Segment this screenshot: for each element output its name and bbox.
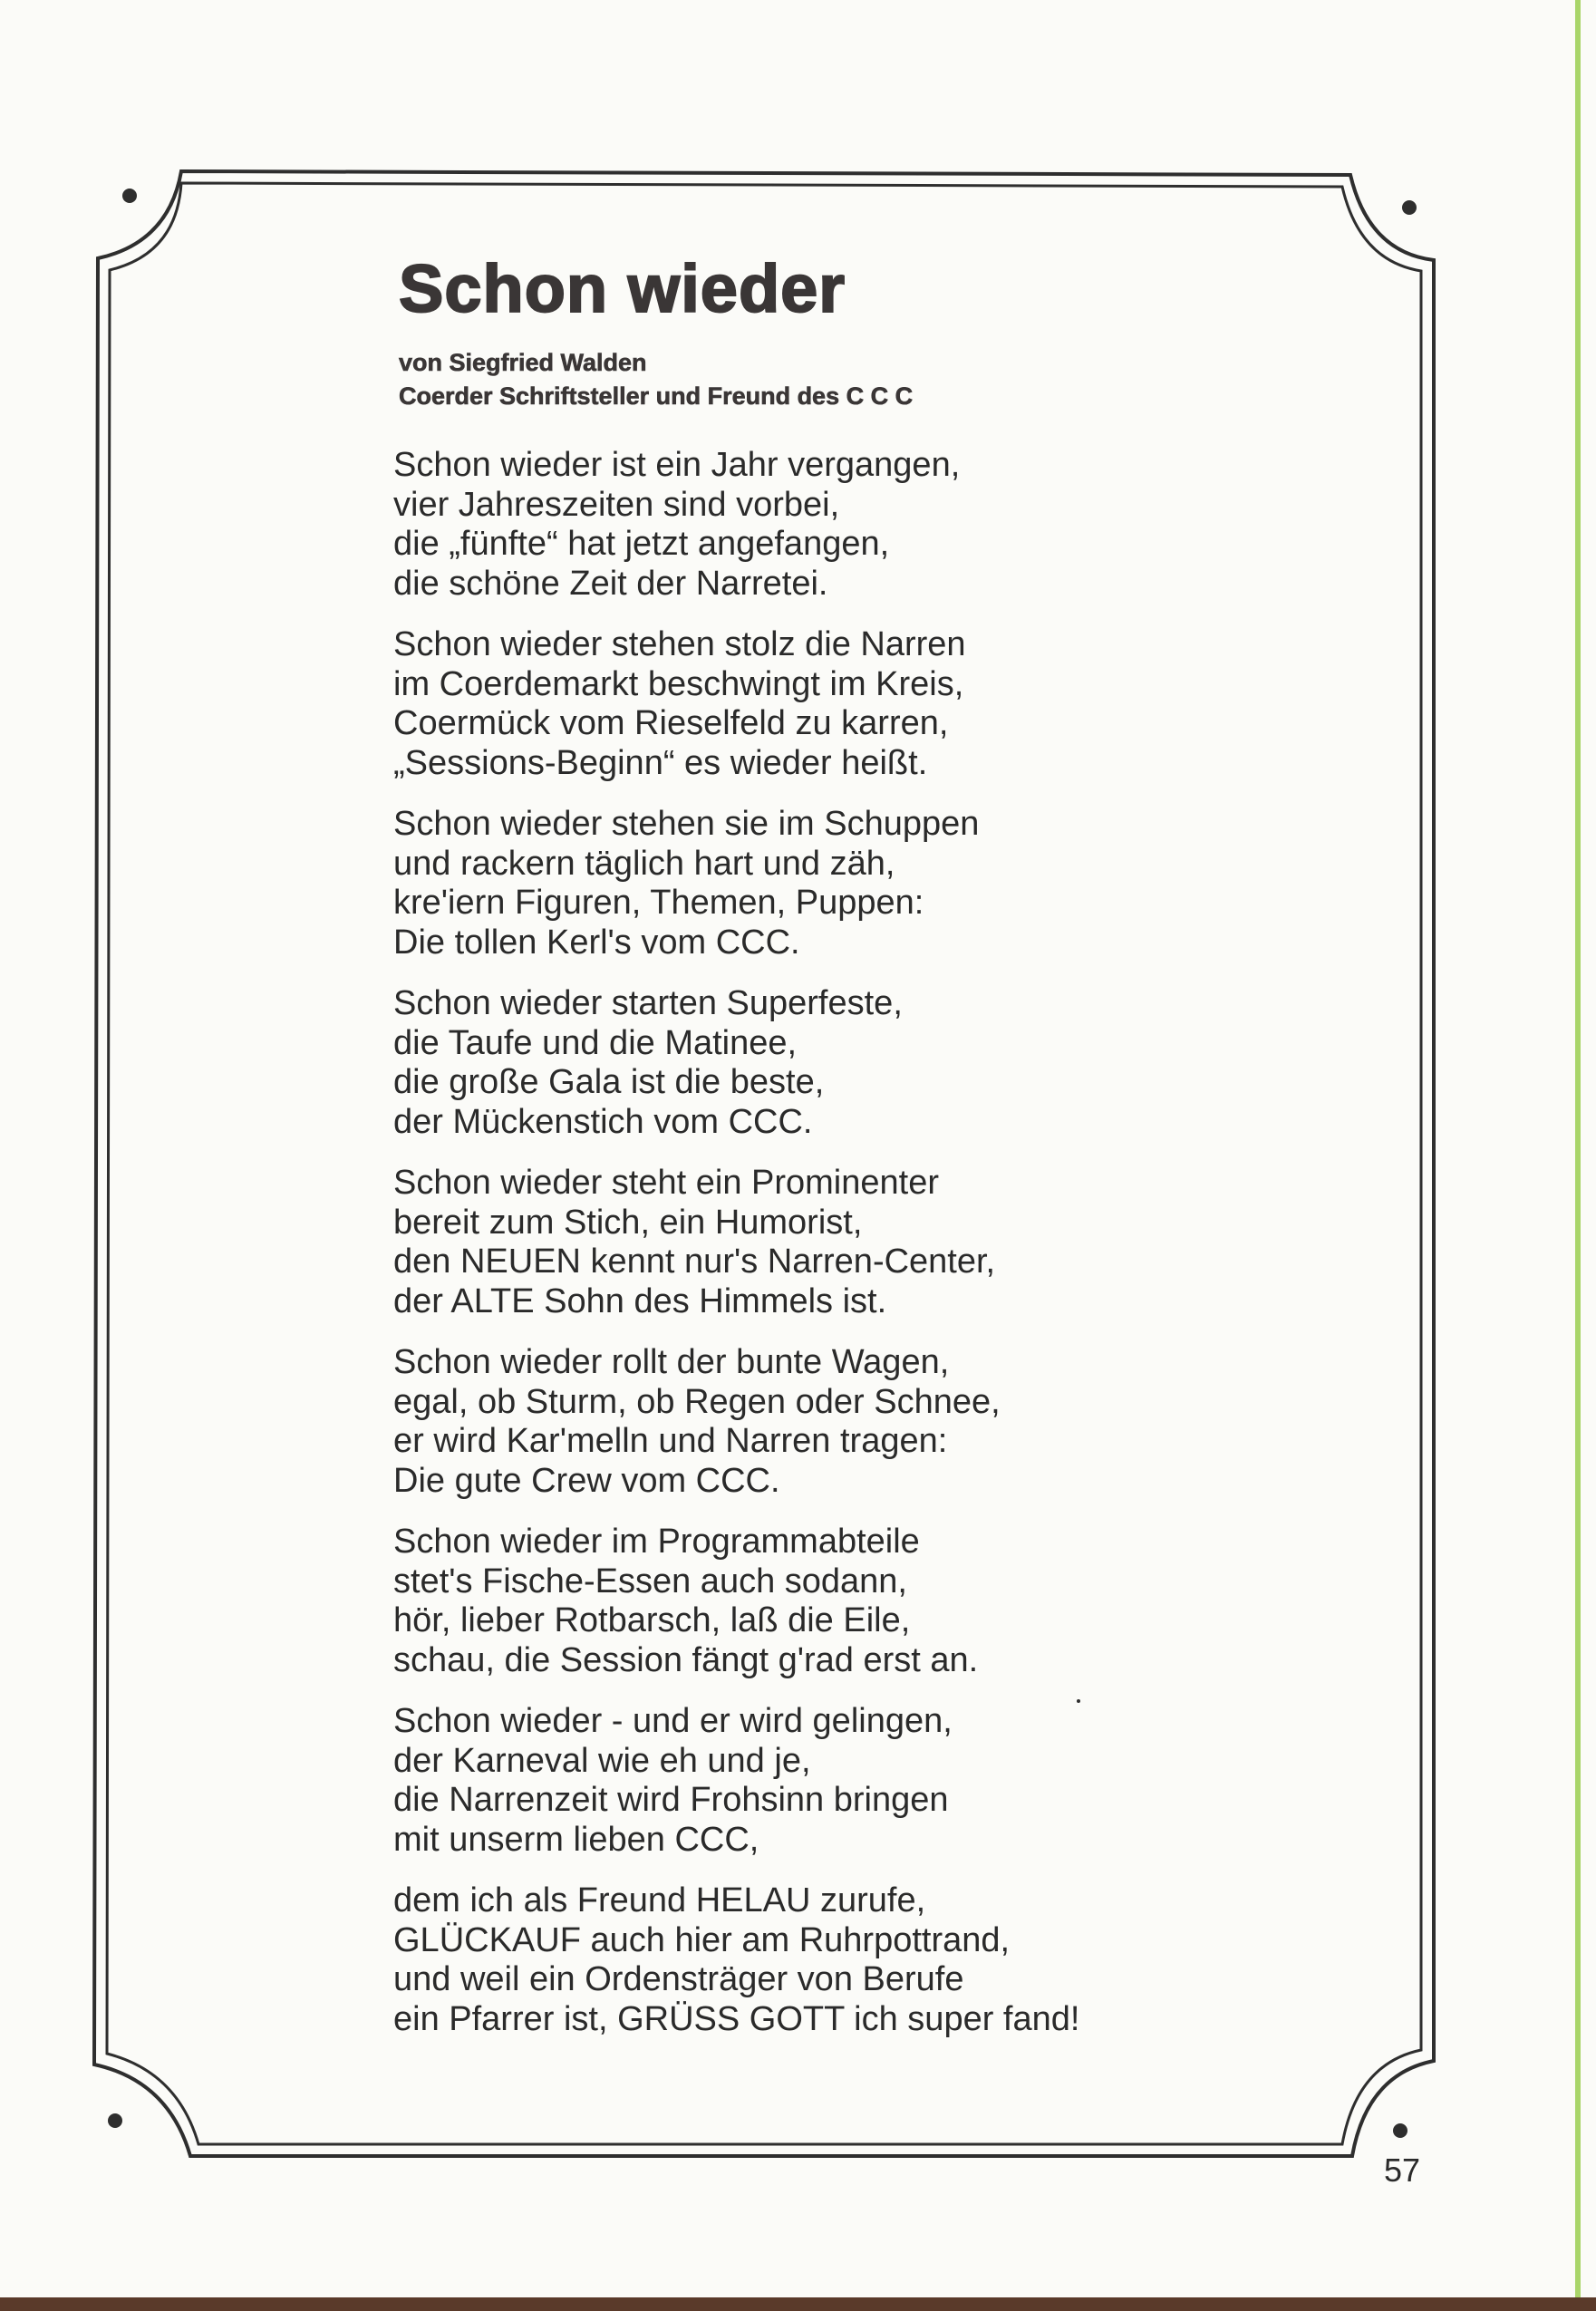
poem-line: egal, ob Sturm, ob Regen oder Schnee, [393, 1382, 1001, 1421]
poem-line: er wird Kar'melln und Narren tragen: [393, 1422, 948, 1460]
poem-line: der ALTE Sohn des Himmels ist. [393, 1281, 887, 1320]
stanza [393, 984, 1118, 1142]
poem-line: ein Pfarrer ist, GRÜSS GOTT ich super fand! [393, 1999, 1080, 2038]
poem-line: und weil ein Ordensträger von Berufe [393, 1960, 964, 1998]
poem-line: kre'iern Figuren, Themen, Puppen: [393, 884, 924, 922]
poem-line: und rackern täglich hart und zäh, [393, 844, 895, 883]
poem-line: im Coerdemarkt beschwingt im Kreis, [393, 664, 964, 703]
poem-line: der Karneval wie eh und je, [393, 1741, 811, 1780]
poem-line: schau, die Session fängt g'rad erst an. [393, 1640, 979, 1679]
poem-line: Schon wieder stehen stolz die Narren [393, 625, 966, 663]
poem-line: der Mückenstich vom CCC. [393, 1102, 813, 1141]
poem-line: stet's Fische-Essen auch sodann, [393, 1562, 907, 1600]
corner-dot-top-right [1402, 200, 1417, 215]
corner-dot-bottom-right [1393, 2123, 1407, 2138]
page-number: 57 [1384, 2151, 1421, 2189]
poem-line: die Narrenzeit wird Frohsinn bringen [393, 1781, 949, 1819]
stanza [393, 1343, 1118, 1501]
poem-line: Die gute Crew vom CCC. [393, 1461, 780, 1500]
poem-line: mit unserm lieben CCC, [393, 1820, 759, 1859]
poem-line: vier Jahreszeiten sind vorbei, [393, 485, 840, 524]
poem-line: Schon wieder ist ein Jahr vergangen, [393, 446, 961, 484]
poem-line: Schon wieder starten Superfeste, [393, 984, 903, 1022]
poem-line: Schon wieder im Programmabteile [393, 1523, 920, 1561]
poem-line: Schon wieder stehen sie im Schuppen [393, 805, 980, 843]
poem-line: Die tollen Kerl's vom CCC. [393, 923, 800, 962]
poem-line: die schöne Zeit der Narretei. [393, 564, 828, 603]
stanza [393, 1523, 1118, 1680]
stanza [393, 1881, 1118, 2039]
corner-dot-bottom-left [108, 2113, 122, 2128]
poem-line: hör, lieber Rotbarsch, laß die Eile, [393, 1601, 911, 1639]
stanza [393, 1164, 1118, 1321]
stanza [393, 805, 1118, 962]
stanza [393, 1702, 1118, 1860]
author-line: von Siegfried Walden [399, 349, 647, 376]
poem-line: die „fünfte“ hat jetzt angefangen, [393, 525, 890, 563]
poem-line: den NEUEN kennt nur's Narren-Center, [393, 1243, 996, 1281]
poem-line: Coermück vom Rieselfeld zu karren, [393, 704, 949, 742]
poem-line: Schon wieder rollt der bunte Wagen, [393, 1343, 950, 1381]
poem-line: die große Gala ist die beste, [393, 1063, 825, 1101]
corner-dot-top-left [122, 189, 137, 203]
poem-body [393, 446, 1118, 2061]
poem-line: Schon wieder - und er wird gelingen, [393, 1702, 953, 1740]
poem-line: Schon wieder steht ein Prominenter [393, 1164, 939, 1202]
poem-line: dem ich als Freund HELAU zurufe, [393, 1881, 926, 1919]
poem-line: bereit zum Stich, ein Humorist, [393, 1203, 863, 1242]
poem-line: „Sessions-Beginn“ es wieder heißt. [393, 743, 928, 782]
author-description: Coerder Schriftsteller und Freund des C C C [399, 382, 914, 410]
stanza [393, 446, 1118, 604]
stanza [393, 625, 1118, 783]
byline [399, 346, 913, 413]
poem-line: die Taufe und die Matinee, [393, 1023, 798, 1062]
poem-title: Schon wieder [399, 251, 846, 326]
poem-line: GLÜCKAUF auch hier am Ruhrpottrand, [393, 1920, 1011, 1959]
